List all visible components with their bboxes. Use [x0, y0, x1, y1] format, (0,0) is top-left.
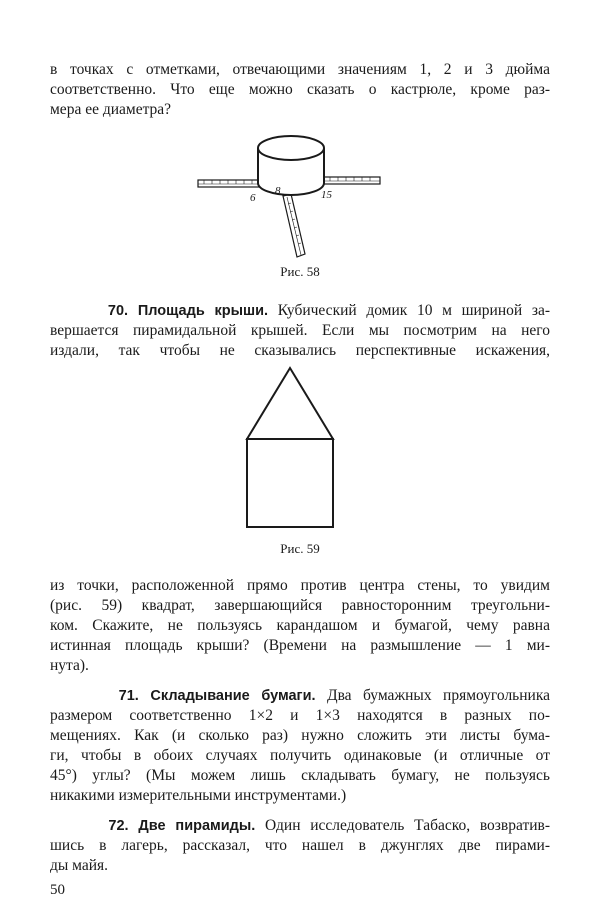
mark-label: 15: [321, 189, 332, 201]
text-line: никакими измерительными инструментами.): [50, 787, 347, 804]
text-line: мещениях. Как (и сколько раз) нужно сложить эти листы бума-: [50, 727, 550, 744]
problem-70-first-line: [50, 301, 550, 321]
text-line: шись в лагерь, рассказал, что нашел в джунглях две пирами-: [50, 837, 550, 854]
text-line: мера ее диаметра?: [50, 101, 172, 118]
mark-label: 6: [250, 192, 256, 204]
text-fragment: Один исследователь Табаско, возвратив-: [255, 817, 550, 834]
text-fragment: Кубический домик 10 м шириной за-: [268, 302, 550, 319]
front-ruler: [283, 194, 305, 257]
text-fragment: Два бумажных прямоугольника: [315, 687, 551, 704]
problem-72-first-line: [50, 816, 550, 836]
text-line: из точки, расположенной прямо против центра стены, то увидим: [50, 577, 550, 594]
text-line: нута).: [50, 657, 89, 674]
text-line: истинная площадь крыши? (Времени на размышление — 1 ми-: [50, 637, 550, 654]
problem-71-first-line: [50, 686, 550, 706]
problem-70-title: 70. Площадь крыши.: [107, 303, 269, 319]
saucepan-cylinder: [258, 136, 324, 195]
figure-59: [247, 368, 333, 527]
left-ruler: [198, 180, 260, 187]
text-line: ком. Скажите, не пользуясь карандашом и бумагой, чему равна: [50, 617, 550, 634]
mark-label: 8: [275, 185, 281, 197]
figure-58-caption: Рис. 58: [280, 264, 320, 279]
text-line: соответственно. Что еще можно сказать о кастрюле, кроме раз-: [50, 81, 550, 98]
problem-71-title: 71. Складывание бумаги.: [118, 688, 316, 704]
text-line: ги, чтобы в обоих случаях получить одинаковые (и отличные от: [50, 747, 550, 764]
text-line: вершается пирамидальной крышей. Если мы посмотрим на него: [50, 322, 550, 339]
figure-59-caption: Рис. 59: [280, 541, 320, 556]
text-line: (рис. 59) квадрат, завершающийся равносторонним треугольни-: [50, 597, 550, 614]
right-ruler: [322, 177, 380, 184]
text-line: ды майя.: [50, 857, 109, 874]
text-line: размером соответственно 1×2 и 1×3 находятся в разных по-: [50, 707, 550, 724]
page-number: 50: [50, 882, 65, 898]
text-line: в точках с отметками, отвечающими значениям 1, 2 и 3 дюйма: [50, 61, 550, 78]
problem-72-title: 72. Две пирамиды.: [108, 818, 256, 834]
text-line: издали, так чтобы не сказывались перспективные искажения,: [50, 342, 550, 359]
text-line: 45°) углы? (Мы можем лишь складывать бумагу, не пользуясь: [50, 767, 550, 784]
